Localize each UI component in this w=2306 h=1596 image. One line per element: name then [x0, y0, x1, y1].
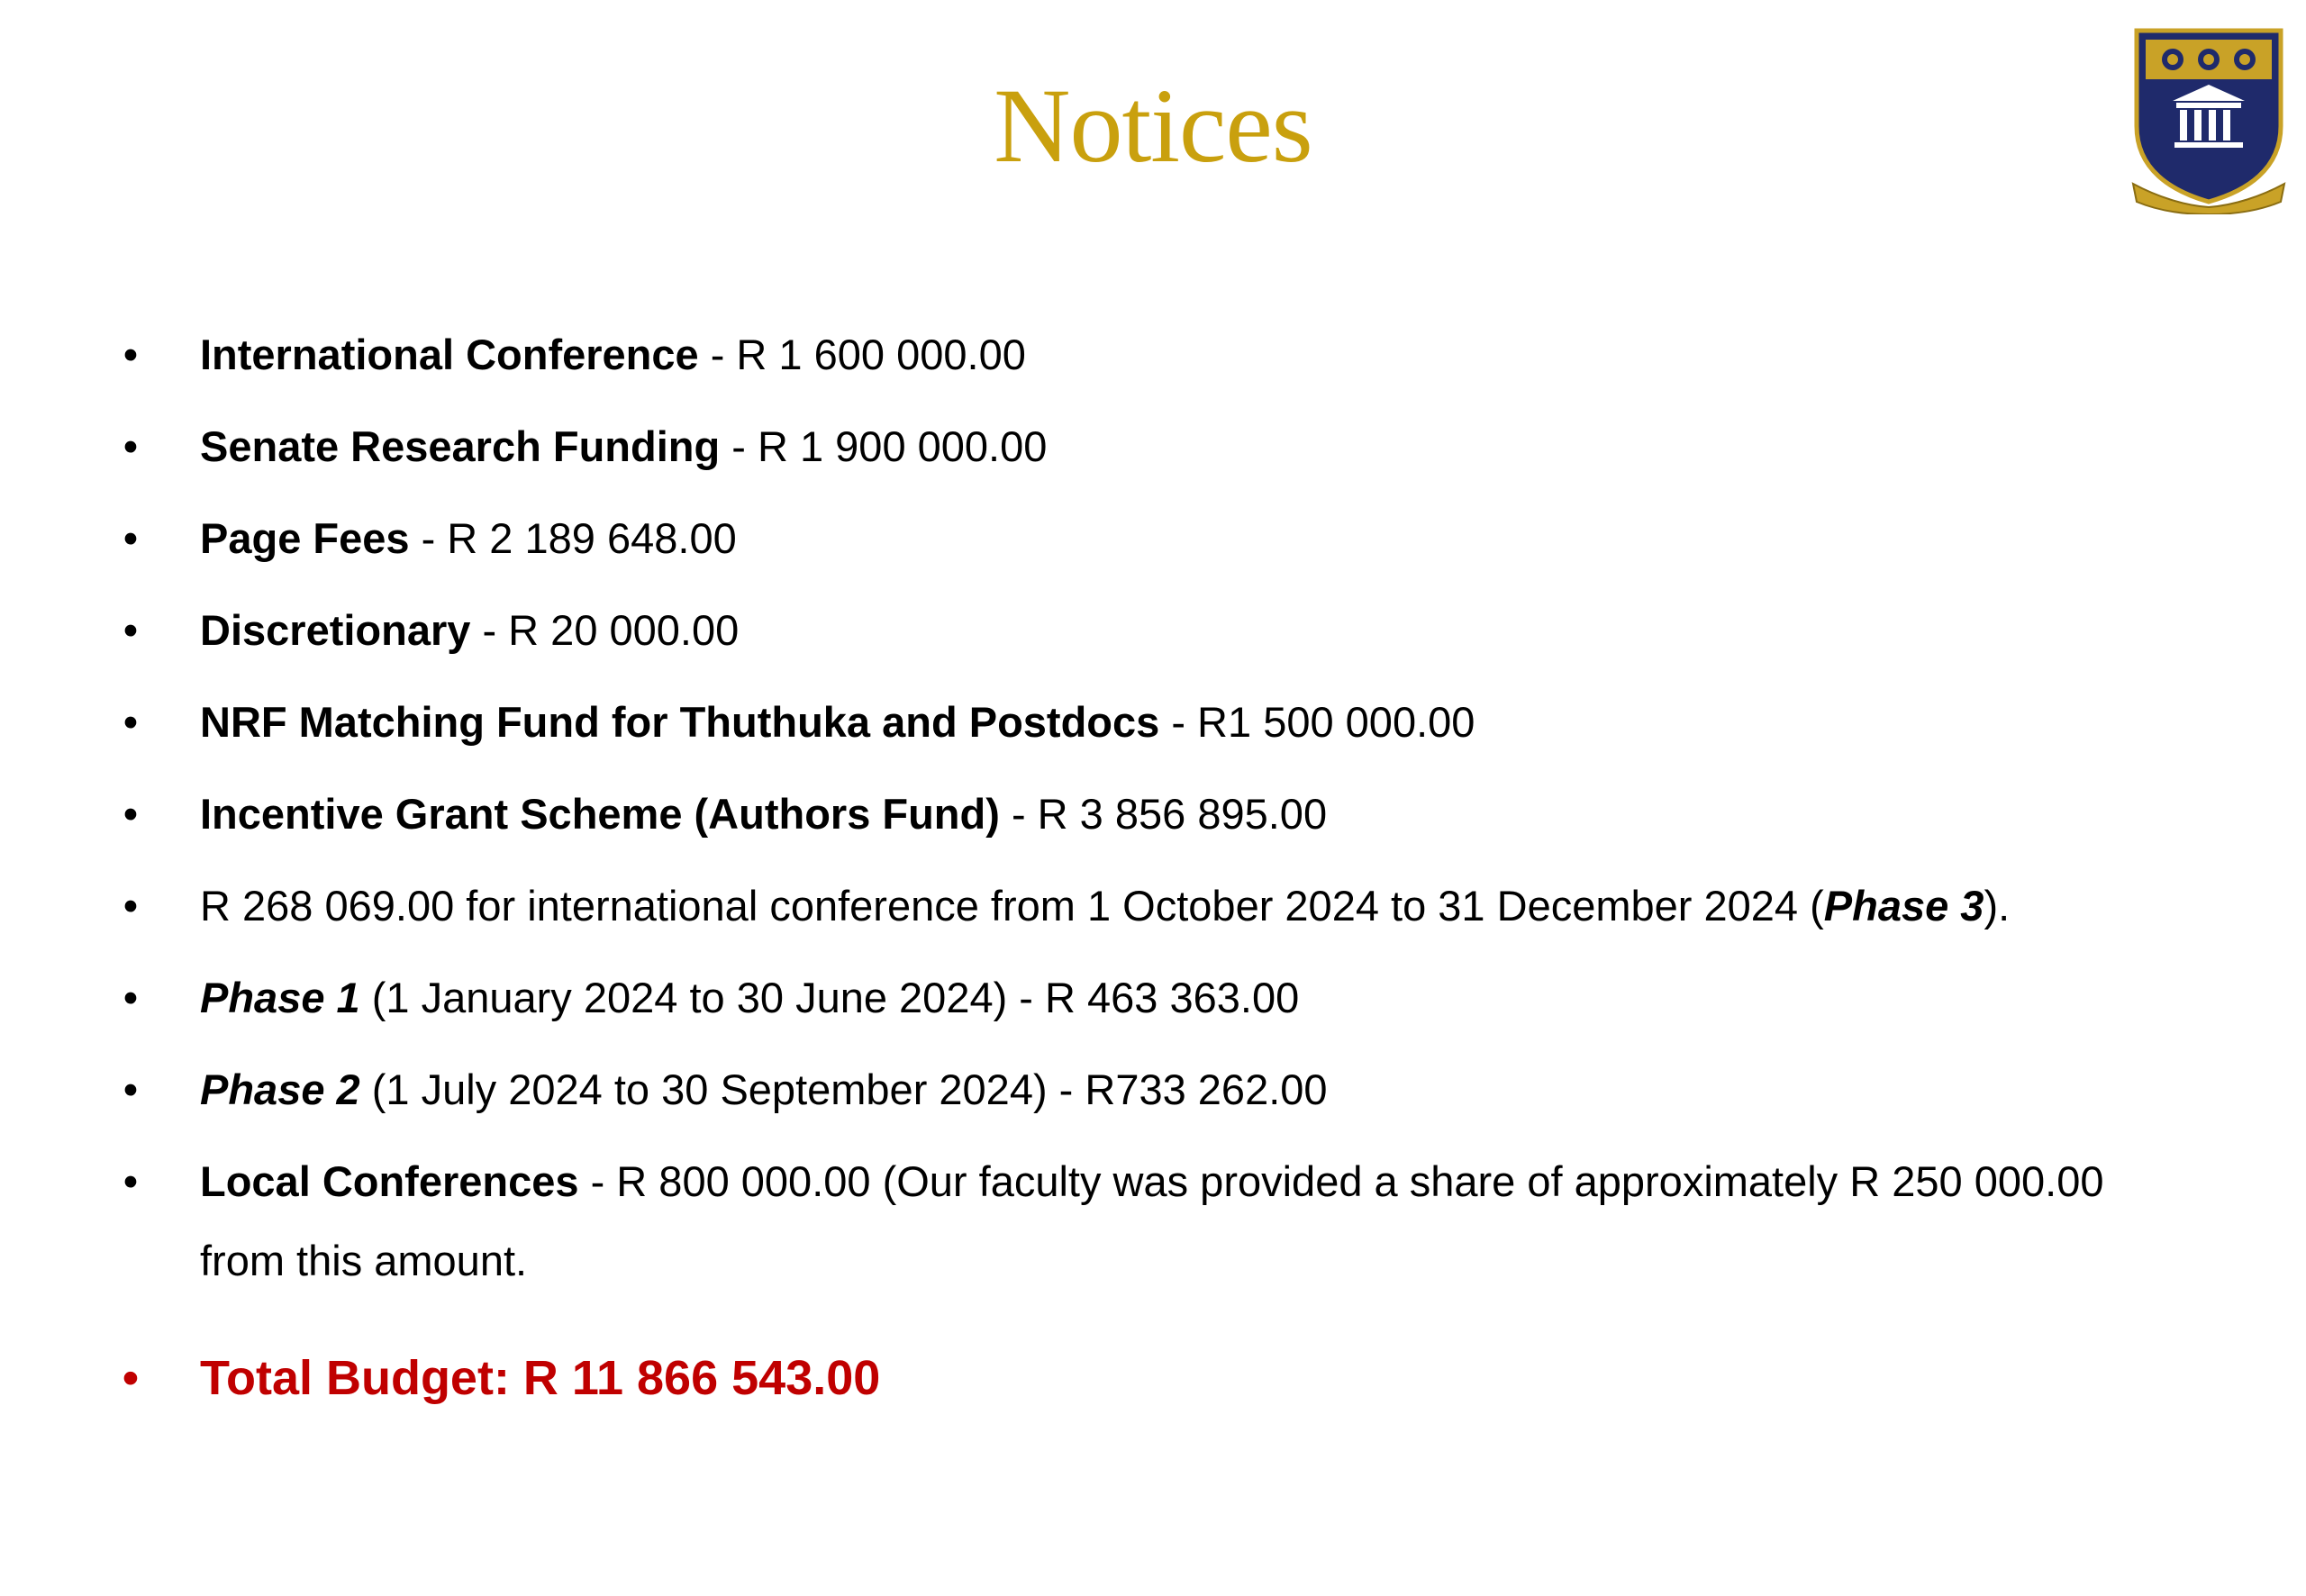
- list-item: [117, 315, 2189, 394]
- phase-label: Phase 3: [1823, 882, 1984, 929]
- item-label: Page Fees: [200, 514, 410, 562]
- item-value: - R 2 189 648.00: [409, 514, 737, 562]
- notice-list: [117, 315, 2189, 1430]
- bullet-icon: •: [123, 331, 139, 378]
- bullet-icon: •: [123, 514, 139, 562]
- item-label: Senate Research Funding: [200, 422, 721, 470]
- item-value: (1 July 2024 to 30 September 2024) - R733 262.00: [359, 1066, 1328, 1113]
- item-value: - R 1 900 000.00: [720, 422, 1048, 470]
- bullet-icon: •: [122, 1351, 140, 1405]
- bullet-icon: •: [123, 1157, 139, 1205]
- bullet-icon: •: [123, 698, 139, 746]
- item-label: Local Conferences: [200, 1157, 579, 1205]
- item-value: (1 January 2024 to 30 June 2024) - R 463 363.00: [359, 974, 1300, 1021]
- list-item-phase-2: [117, 1050, 2189, 1129]
- list-item: [117, 683, 2189, 762]
- bullet-icon: •: [123, 606, 139, 654]
- item-text: R 268 069.00 for international conference from 1 October 2024 to 31 December 2024 (: [200, 882, 1824, 929]
- item-value: - R 3 856 895.00: [999, 790, 1328, 838]
- university-crest-icon: [2129, 25, 2288, 214]
- item-label: Discretionary: [200, 606, 471, 654]
- item-label: Incentive Grant Scheme (Authors Fund): [200, 790, 1000, 838]
- phase-label: Phase 1: [200, 974, 360, 1021]
- page-title: Notices: [994, 67, 1312, 185]
- bullet-icon: •: [123, 790, 139, 838]
- item-value: - R1 500 000.00: [1159, 698, 1475, 746]
- list-item-local-conferences: [117, 1142, 2189, 1301]
- bullet-icon: •: [123, 1066, 139, 1113]
- list-item-phase-3: [117, 866, 2189, 946]
- list-item-phase-1: [117, 958, 2189, 1038]
- item-text-end: ).: [1984, 882, 2011, 929]
- bullet-icon: •: [123, 974, 139, 1021]
- phase-label: Phase 2: [200, 1066, 360, 1113]
- bullet-icon: •: [123, 882, 139, 929]
- item-label: NRF Matching Fund for Thuthuka and Postdocs: [200, 698, 1160, 746]
- total-budget: [117, 1338, 2189, 1418]
- item-value: - R 1 600 000.00: [698, 331, 1026, 378]
- list-item: [117, 407, 2189, 486]
- item-value: - R 20 000.00: [470, 606, 740, 654]
- total-budget-text: Total Budget: R 11 866 543.00: [200, 1351, 881, 1405]
- list-item: [117, 775, 2189, 854]
- list-item: [117, 591, 2189, 670]
- list-item: [117, 499, 2189, 578]
- item-label: International Conference: [200, 331, 699, 378]
- bullet-icon: •: [123, 422, 139, 470]
- item-value: - R 800 000.00 (Our faculty was provided a share of approximately R 250 000.00 from this amount.: [200, 1157, 2104, 1284]
